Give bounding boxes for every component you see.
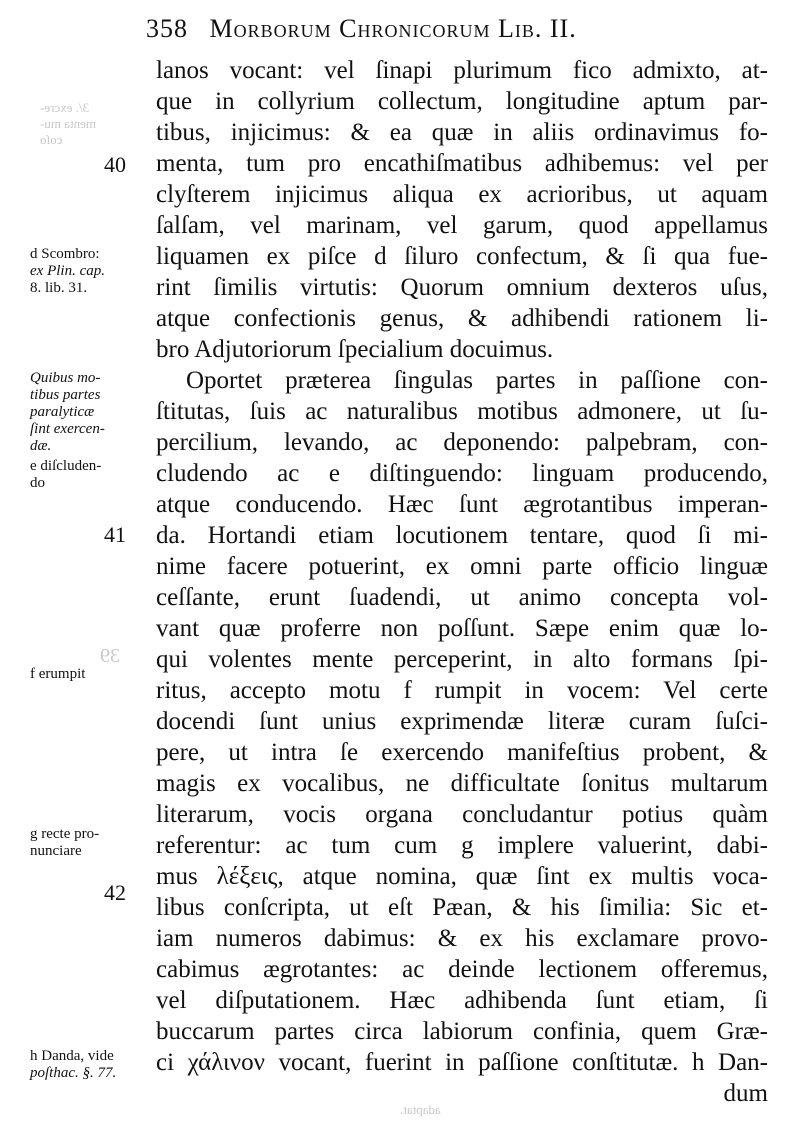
catchword: dum	[723, 1080, 768, 1107]
text-line: que in collyrium collectum, longitudine aptum par-	[156, 88, 768, 115]
margin-note-line: g recte pro-	[30, 826, 100, 842]
margin-note-line: h Danda, vide	[30, 1048, 114, 1064]
margin-note-line: tibus partes	[30, 387, 101, 403]
text-line: atque conducendo. Hæc ſunt ægrotantibus imperan-	[156, 491, 768, 518]
text-line: percilium, levando, ac deponendo: palpebram, con-	[156, 429, 768, 456]
margin-note-g	[30, 826, 154, 860]
margin-note-line: d Scombro:	[30, 246, 100, 262]
running-title: Morborum Chronicorum Lib. II.	[209, 14, 577, 43]
margin-note-h	[30, 1048, 154, 1082]
text-line: mus λέξεις, atque nomina, quæ ſint ex multis voca-	[156, 863, 768, 890]
text-line: literarum, vocis organa concludantur potius quàm	[156, 801, 768, 828]
margin-note-line: 8. lib. 31.	[30, 280, 88, 296]
text-line: da. Hortandi etiam locutionem tentare, quod ſi mi-	[156, 522, 768, 549]
margin-note-line: paralyticæ	[30, 404, 95, 420]
margin-note-line: ſint exercen-	[30, 421, 105, 437]
margin-note-e	[30, 458, 154, 492]
text-line: cludendo ac e diſtinguendo: linguam producendo,	[156, 460, 768, 487]
text-line: liquamen ex piſce d ſiluro confectum, & ſi qua fue-	[156, 243, 768, 270]
margin-note-f	[30, 666, 154, 683]
text-line: libus conſcripta, ut eſt Pæan, & his ſimilia: Sic et-	[156, 894, 768, 921]
text-line: tibus, injicimus: & ea quæ in aliis ordinavimus fo-	[156, 119, 768, 146]
bleed-through-text: coſo	[40, 132, 63, 147]
bleed-through-text: 3/. excre-	[40, 100, 90, 115]
page-number: 358	[146, 14, 188, 43]
margin-note-line: Quibus mo-	[30, 370, 101, 386]
text-line: ci χάλινον vocant, fuerint in paſſione conſtitutæ. h Dan-	[156, 1049, 768, 1076]
text-line: nime facere potuerint, ex omni parte officio linguæ	[156, 553, 768, 580]
paragraph-start-line: Oportet præterea ſingulas partes in paſſione con-	[186, 367, 768, 394]
bleed-through-text: 39	[100, 645, 120, 667]
text-line: atque confectionis genus, & adhibendi rationem li-	[156, 305, 768, 332]
bleed-through-text: menta mu-	[40, 116, 96, 131]
text-line: clyſterem injicimus aliqua ex acrioribus, ut aquam	[156, 181, 768, 208]
margin-note-line: dæ.	[30, 438, 52, 454]
text-line: ritus, accepto motu f rumpit in vocem: Vel certe	[156, 677, 768, 704]
text-line: ceſſante, erunt ſuadendi, ut animo concepta vol-	[156, 584, 768, 611]
margin-note-line: do	[30, 475, 45, 491]
text-line: vel diſputationem. Hæc adhibenda ſunt etiam, ſi	[156, 987, 768, 1014]
margin-note-line: e diſcluden-	[30, 458, 102, 474]
text-line: ſtitutas, ſuis ac naturalibus motibus admonere, ut ſu-	[156, 398, 768, 425]
text-line: magis ex vocalibus, ne difficultate ſonitus multarum	[156, 770, 768, 797]
text-line: qui volentes mente perceperint, in alto formans ſpi-	[156, 646, 768, 673]
text-line: vant quæ proferre non poſſunt. Sæpe enim quæ lo-	[156, 615, 768, 642]
bleed-through-text: adaptat.	[400, 1102, 441, 1117]
text-line: bro Adjutoriorum ſpecialium docuimus.	[156, 336, 554, 363]
text-line: rint ſimilis virtutis: Quorum omnium dexteros uſus,	[156, 274, 768, 301]
text-line: menta, tum pro encathiſmatibus adhibemus: vel per	[156, 150, 768, 177]
margin-note-line: nunciare	[30, 843, 82, 859]
text-line: iam numeros dabimus: & ex his exclamare provo-	[156, 925, 768, 952]
text-line: lanos vocant: vel ſinapi plurimum fico admixto, at-	[156, 57, 768, 84]
running-header	[146, 14, 786, 50]
margin-note-line: poſthac. §. 77.	[30, 1065, 117, 1081]
margin-note-line: ex Plin. cap.	[30, 263, 105, 279]
section-number: 42	[104, 880, 126, 905]
text-line: pere, ut intra ſe exercendo manifeſtius probent, &	[156, 739, 768, 766]
text-line: docendi ſunt unius exprimendæ literæ curam ſuſci-	[156, 708, 768, 735]
margin-note-line: f erumpit	[30, 666, 86, 682]
section-number: 41	[104, 522, 126, 547]
text-line: referentur: ac tum cum g implere valuerint, dabi-	[156, 832, 768, 859]
text-line: ſalſam, vel marinam, vel garum, quod appellamus	[156, 212, 768, 239]
section-number: 40	[104, 152, 126, 177]
text-line: cabimus ægrotantes: ac deinde lectionem offeremus,	[156, 956, 768, 983]
margin-note-d	[30, 246, 154, 297]
text-line: buccarum partes circa labiorum confinia, quem Græ-	[156, 1018, 768, 1045]
margin-note-quibus	[30, 370, 154, 455]
